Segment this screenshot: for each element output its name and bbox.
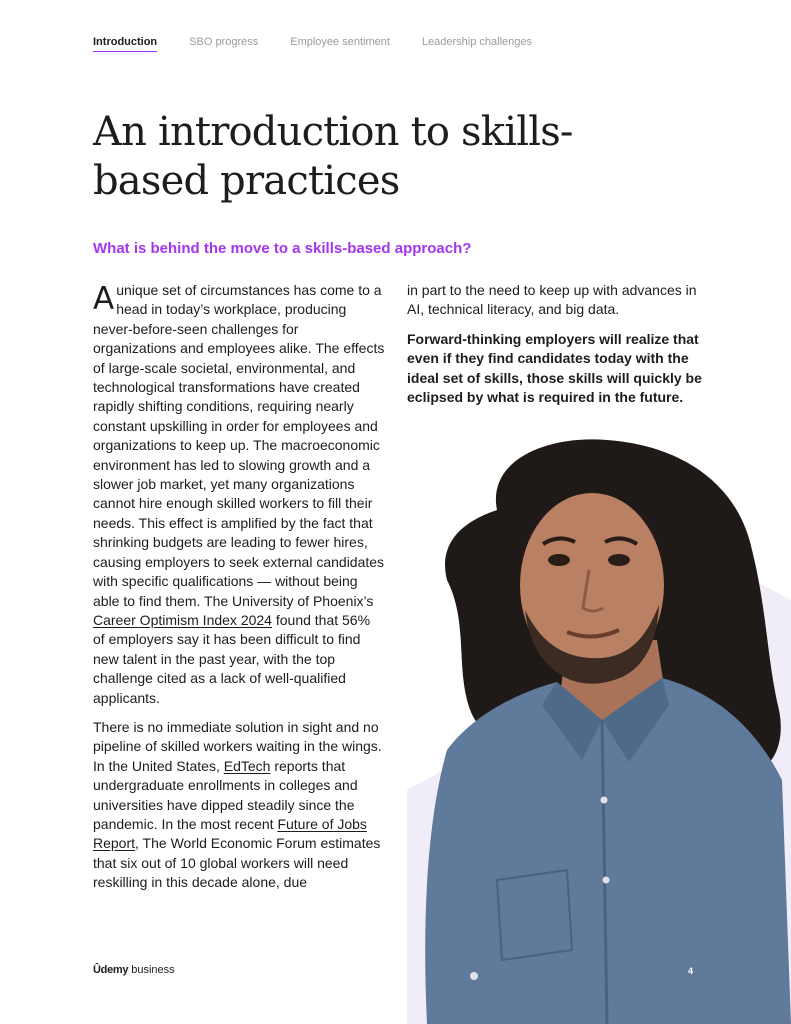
portrait-illustration	[407, 420, 791, 1024]
drop-cap: A	[93, 281, 115, 317]
section-nav	[93, 36, 564, 52]
right-eye	[608, 554, 630, 566]
paragraph-1	[93, 281, 385, 708]
future-of-jobs-link[interactable]: Future of Jobs Report	[93, 815, 367, 852]
logo-brand: Ûdemy	[93, 964, 129, 976]
page-title: An introduction to skills-based practices	[93, 109, 573, 204]
text-column-left	[93, 281, 385, 903]
shirt-button	[601, 797, 608, 804]
left-eye	[548, 554, 570, 566]
paragraph-1-text-a: unique set of circumstances has come to a head in today’s workplace, producing never-before-seen challenges for organizations and employees alike. The effects of large-scale societal, environmental, and technological transformations have created rapidly shifting conditions, requiring nearly constant upskilling in order for employees and organizations to keep up. The macroeconomic environment has led to slowing growth and a slower job market, yet many organizations cannot hire enough skilled workers to fill their needs. This effect is amplified by the fact that shrinking budgets are leading to fewer hires, causing employers to seek external candidates with specific qualifications — without being able to find them. The University of Phoenix’s	[93, 282, 385, 609]
logo-suffix: business	[131, 964, 175, 976]
denim-shirt	[425, 678, 791, 1024]
paragraph-2-text-c: , The World Economic Forum estimates that six out of 10 global workers will need reskilling in this decade alone, due	[93, 835, 381, 891]
tab-sbo-progress[interactable]: SBO progress	[189, 36, 259, 48]
text-column-right	[407, 281, 707, 417]
paragraph-2-text-b: reports that undergraduate enrollments in colleges and universities have dipped steadily since the pandemic. In the most recent	[93, 757, 358, 832]
paragraph-2-text-a: There is no immediate solution in sight and no pipeline of skilled workers waiting in the wings. In the United States,	[93, 718, 382, 774]
shirt-button	[470, 972, 478, 980]
paragraph-1-text-b: found that 56% of employers say it has been difficult to find new talent in the past year, with the top challenge cited as a lack of well-qualified applicants.	[93, 611, 371, 706]
tab-employee-sentiment[interactable]: Employee sentiment	[290, 36, 390, 48]
page-number: 4	[688, 966, 694, 976]
edtech-link[interactable]: EdTech	[223, 757, 271, 774]
paragraph-3: in part to the need to keep up with advances in AI, technical literacy, and big data.	[407, 282, 697, 318]
paragraph-2	[93, 718, 385, 893]
callout-paragraph: Forward-thinking employers will realize that even if they find candidates today with the ideal set of skills, those skills will quickly be eclipsed by what is required in the future.	[407, 330, 702, 406]
shirt-button	[603, 877, 610, 884]
tab-leadership-challenges[interactable]: Leadership challenges	[421, 36, 533, 48]
udemy-business-logo	[93, 964, 175, 976]
tab-introduction[interactable]: Introduction	[93, 36, 157, 52]
section-subtitle: What is behind the move to a skills-based approach?	[93, 240, 472, 257]
career-optimism-link[interactable]: Career Optimism Index 2024	[93, 611, 272, 628]
